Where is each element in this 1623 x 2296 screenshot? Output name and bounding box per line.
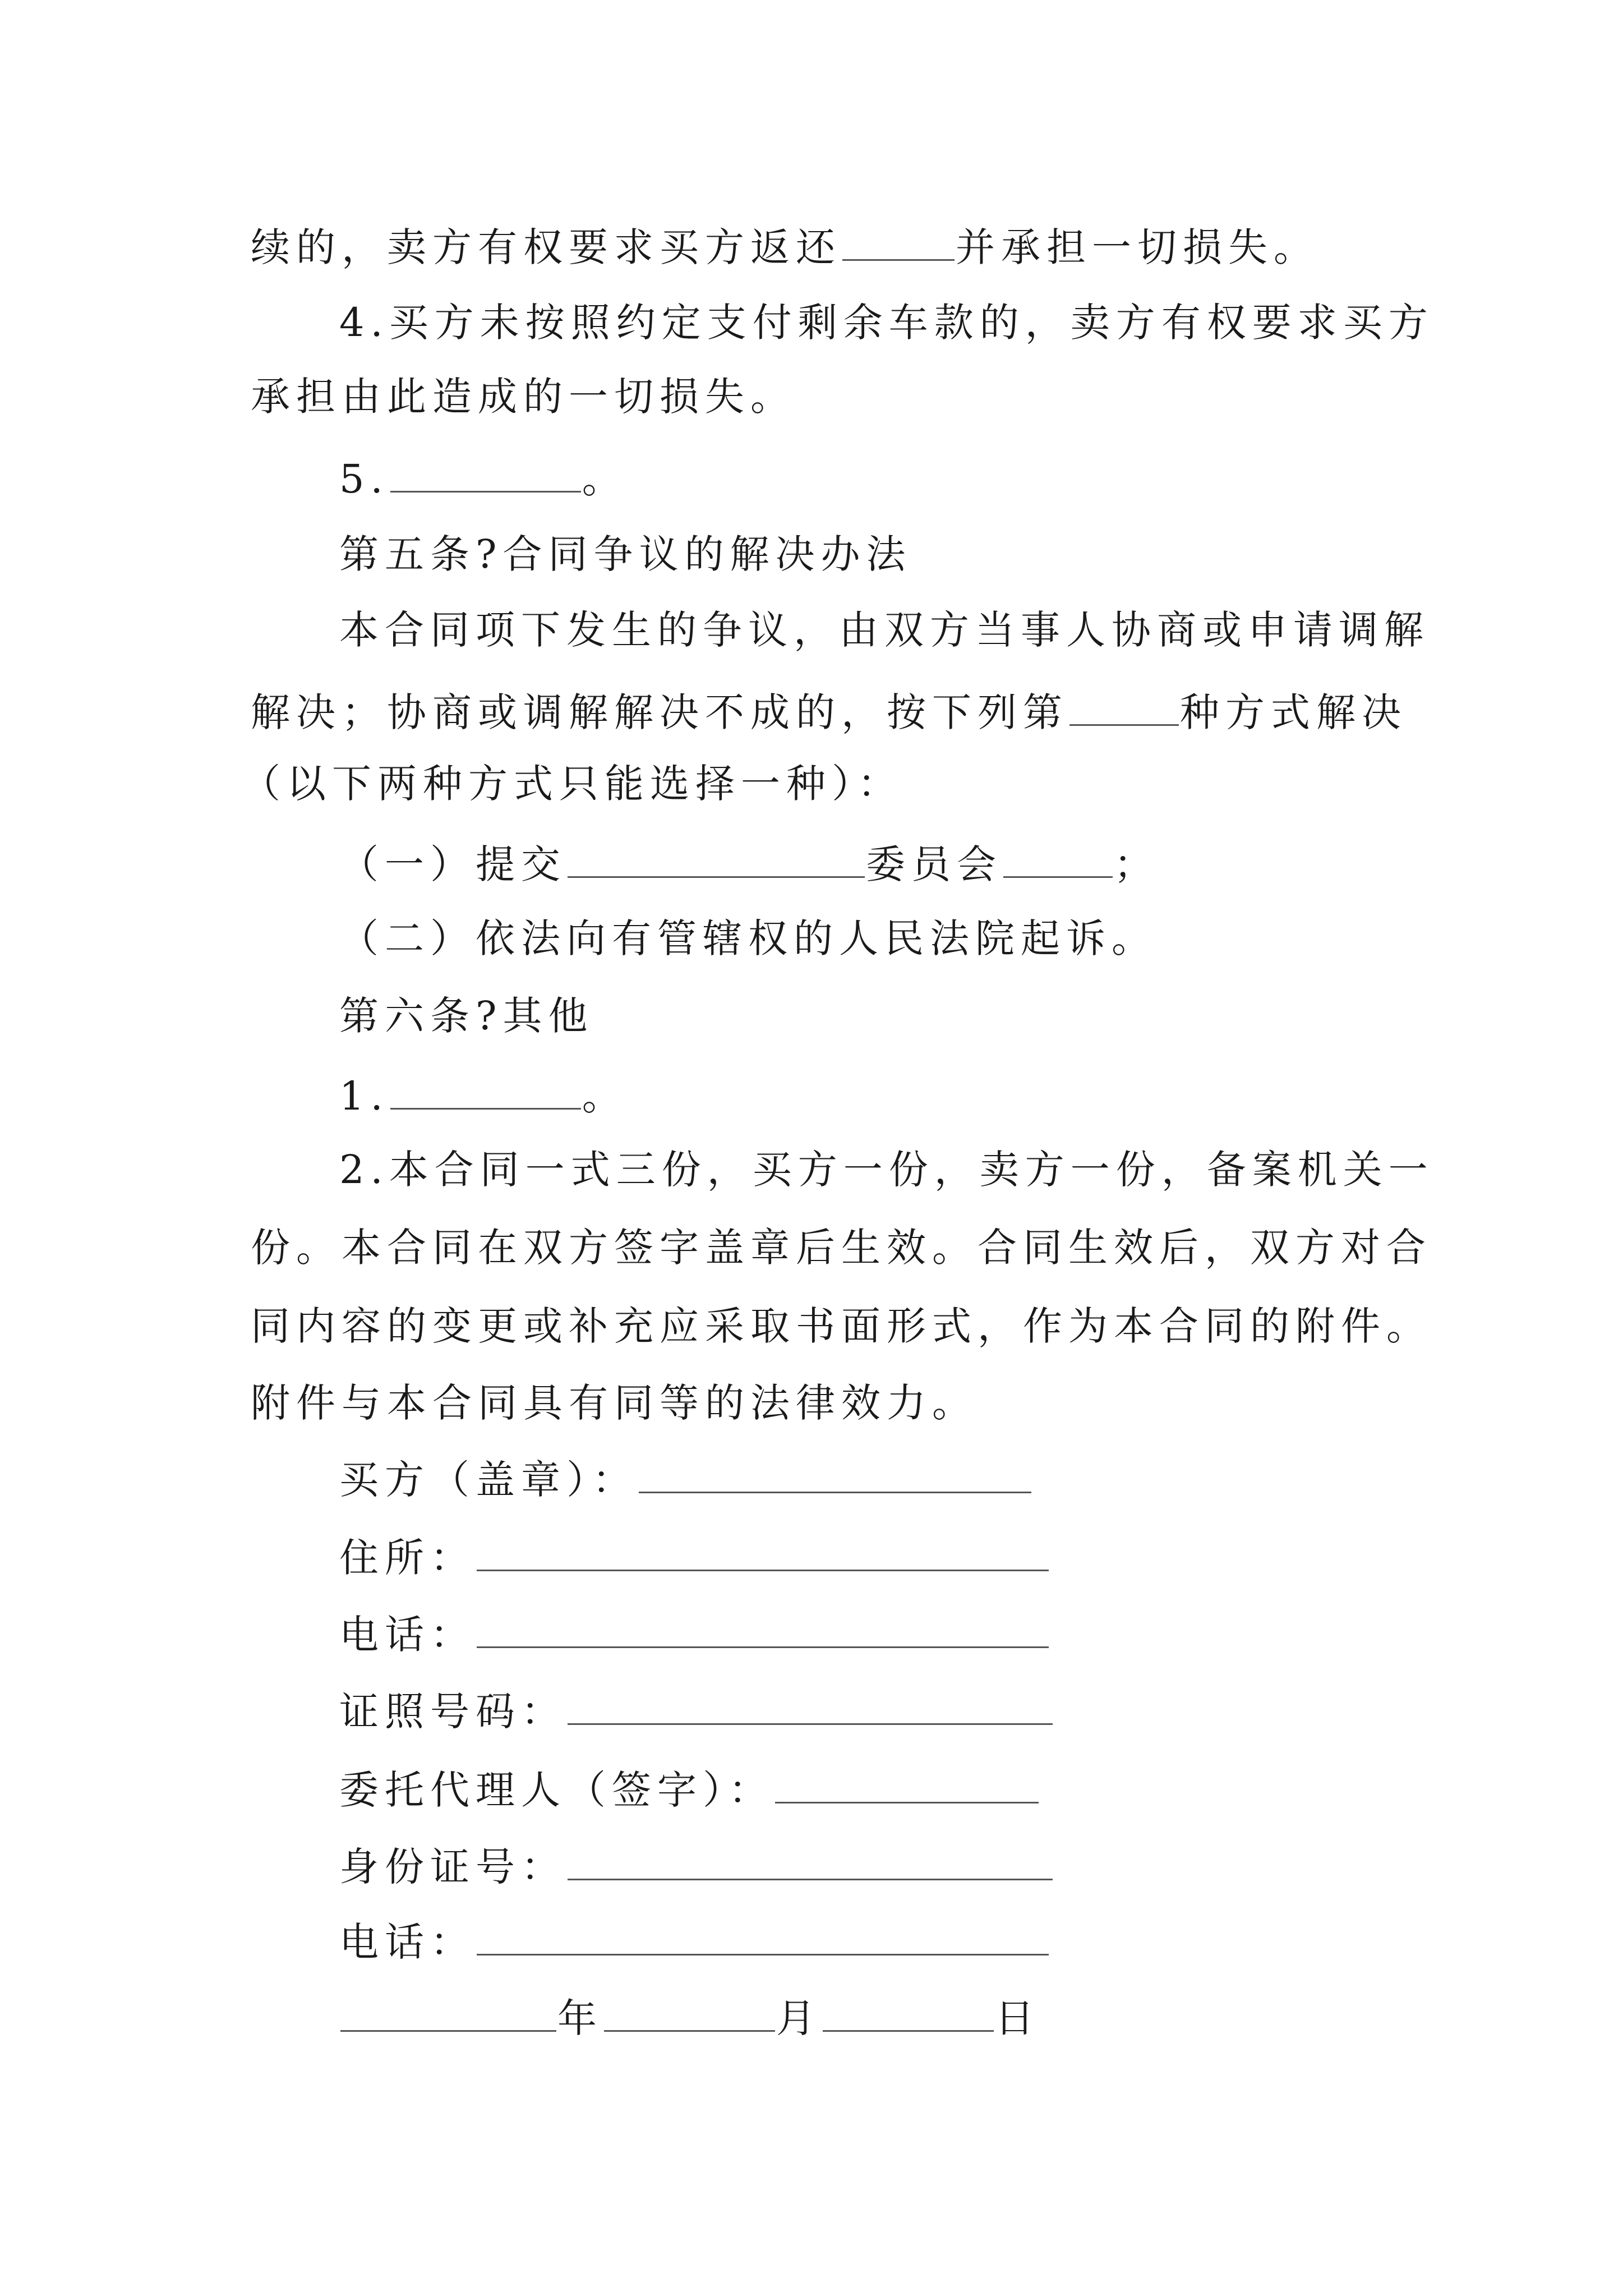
article-6-item-2-cont3: 附件与本合同具有同等的法律效力。 <box>251 1380 978 1426</box>
text: 5. <box>339 456 389 502</box>
text: 。 <box>582 456 628 502</box>
label: 身份证号： <box>339 1844 566 1890</box>
phone-line-2 <box>339 1919 1050 1965</box>
address-field[interactable] <box>477 1535 1049 1571</box>
text: 并承担一切损失。 <box>956 224 1319 270</box>
blank-field[interactable] <box>1003 841 1113 878</box>
year-label: 年 <box>557 1995 603 2041</box>
phone-field[interactable] <box>477 1612 1049 1648</box>
phone-line-1 <box>339 1612 1050 1658</box>
text: 种方式解决 <box>1180 689 1407 735</box>
blank-field[interactable] <box>390 1073 581 1110</box>
id-number-line <box>339 1688 1054 1734</box>
article-6-item-2-cont1: 份。本合同在双方签字盖章后生效。合同生效后，双方对合 <box>251 1225 1432 1271</box>
day-field[interactable] <box>823 1995 994 2032</box>
id-card-line <box>339 1844 1054 1890</box>
label: 买方（盖章）： <box>339 1457 638 1503</box>
option-2: （二）依法向有管辖权的人民法院起诉。 <box>339 915 1157 961</box>
article-6-item-2-cont2: 同内容的变更或补充应采取书面形式，作为本合同的附件。 <box>251 1303 1432 1349</box>
agent-signature-field[interactable] <box>775 1767 1039 1803</box>
id-card-field[interactable] <box>568 1844 1053 1880</box>
clause-4: 4.买方未按照约定支付剩余车款的，卖方有权要求买方 <box>339 300 1434 346</box>
month-field[interactable] <box>604 1995 775 2032</box>
text: 。 <box>582 1073 628 1119</box>
text: 续的，卖方有权要求买方返还 <box>251 224 841 270</box>
blank-field[interactable] <box>568 841 865 878</box>
article-6-item-1 <box>339 1073 628 1119</box>
line-1 <box>251 224 1319 270</box>
address-line <box>339 1535 1050 1581</box>
text: 委员会 <box>866 841 1002 887</box>
year-field[interactable] <box>340 1995 556 2032</box>
label: 电话： <box>339 1612 476 1658</box>
date-line <box>339 1995 1040 2041</box>
blank-field[interactable] <box>390 456 581 493</box>
clause-5 <box>339 456 628 502</box>
label: 电话： <box>339 1919 476 1965</box>
label: 委托代理人（签字）： <box>339 1767 774 1813</box>
buyer-seal-line <box>339 1457 1032 1503</box>
id-number-field[interactable] <box>568 1688 1053 1725</box>
text: ； <box>1114 841 1159 887</box>
text: （一）提交 <box>339 841 566 887</box>
buyer-seal-field[interactable] <box>639 1457 1031 1493</box>
agent-line <box>339 1767 1040 1813</box>
article-5-line2 <box>251 689 1407 735</box>
phone-field[interactable] <box>477 1919 1049 1955</box>
text: 解决；协商或调解解决不成的，按下列第 <box>251 689 1068 735</box>
article-5-para: 本合同项下发生的争议，由双方当事人协商或申请调解 <box>339 607 1430 653</box>
article-6-title: 第六条?其他 <box>339 993 594 1039</box>
article-6-item-2: 2.本合同一式三份，买方一份，卖方一份，备案机关一 <box>339 1147 1434 1193</box>
blank-field[interactable] <box>1069 689 1179 726</box>
label: 证照号码： <box>339 1688 566 1734</box>
article-5-line3: （以下两种方式只能选择一种）： <box>241 761 903 807</box>
blank-field[interactable] <box>842 224 955 261</box>
day-label: 日 <box>995 1995 1040 2041</box>
option-1 <box>339 841 1159 887</box>
article-5-title: 第五条?合同争议的解决办法 <box>339 531 912 577</box>
clause-4-cont: 承担由此造成的一切损失。 <box>251 374 796 420</box>
text: 1. <box>339 1073 389 1119</box>
label: 住所： <box>339 1535 476 1581</box>
month-label: 月 <box>776 1995 822 2041</box>
